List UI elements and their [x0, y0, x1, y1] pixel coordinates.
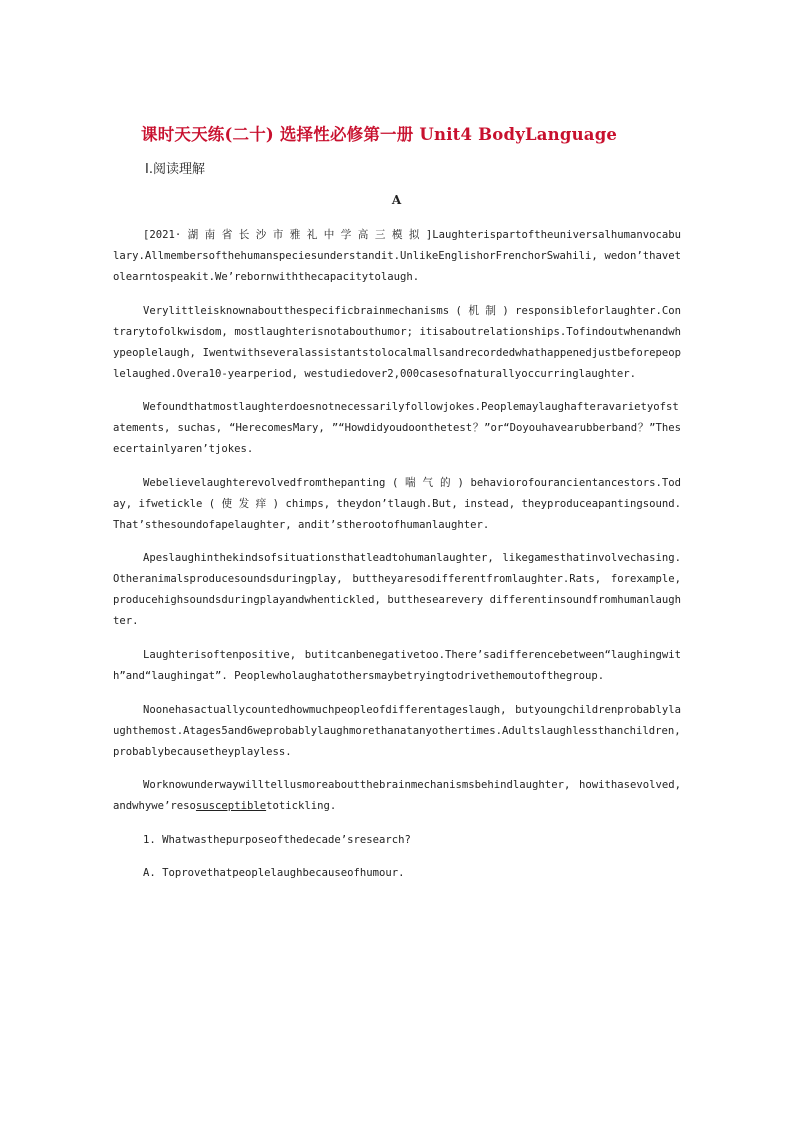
- paragraph-1-text: Laughterispartoftheuniversalhumanvocabulary.Allmembersofthehumanspeciesunderstandit.UnlikeEnglishorFrenchorSwahili, wedon’thavetolearntospeakit.We’rebornwiththecapacitytolaugh.: [113, 229, 681, 283]
- passage-body: [113, 225, 681, 897]
- paragraph-2: Verylittleisknownaboutthespecificbrainmechanisms ( 机 制 ) responsibleforlaughter.Contrarytofolkwisdom, mostlaughterisnotabouthumor; itisaboutrelationships.Tofindoutwhenandwhypeoplelaugh, Iwentwithseveralassistantstolocalmallsandrecordedwhathappenedjustbeforepeoplelaughed.Overa10-yearperiod, westudiedover2,000casesofnaturallyoccurringlaughter.: [113, 304, 681, 380]
- paragraph-8-text: Worknowunderwaywilltellusmoreaboutthebrainmechanismsbehindlaughter, howithasevolved, andwhywe’reso: [113, 779, 681, 813]
- section-heading: Ⅰ.阅读理解: [145, 162, 205, 177]
- question-1-option-a: A. Toprovethatpeoplelaughbecauseofhumour.: [143, 867, 405, 880]
- paragraph-7: Noonehasactuallycountedhowmuchpeopleofdifferentageslaugh, butyoungchildrenprobablylaughthemost.Atages5and6weprobablylaughmorethanatanyothertimes.Adultslaughlessthanchildren, probablybecausetheyplayless.: [113, 703, 681, 758]
- paragraph-1: [113, 225, 681, 288]
- underlined-word: susceptible: [195, 800, 267, 813]
- document-title: 课时天天练(二十) 选择性必修第一册 Unit4 BodyLanguage: [141, 125, 618, 144]
- paragraph-8-end: totickling.: [266, 800, 337, 813]
- question-1: 1. Whatwasthepurposeofthedecade’sresearch?: [143, 833, 411, 846]
- passage-label: A: [391, 193, 402, 207]
- source-note: [2021· 湖 南 省 长 沙 市 雅 礼 中 学 高 三 模 拟 ]: [143, 229, 433, 241]
- paragraph-8: [113, 775, 681, 817]
- paragraph-5: Apeslaughinthekindsofsituationsthatleadtohumanlaughter, likegamesthatinvolvechasing.Otheranimalsproducesoundsduringplay, buttheyaresodifferentfromlaughter.Rats, forexample, producehighsoundsduringplayandwhentickled, butthesearevery differentinsoundfromhumanlaughter.: [113, 552, 681, 628]
- paragraph-6: Laughterisoftenpositive, butitcanbenegativetoo.There’sadifferencebetween“laughingwith”and“laughingat”. Peoplewholaughatothersmaybetryingtodrivethemoutofthegroup.: [113, 648, 681, 682]
- paragraph-4: Webelievelaughterevolvedfromthepanting ( 喘 气 的 ) behaviorofourancientancestors.Today, ifwetickle ( 使 发 痒 ) chimps, theydon’tlaugh.But, instead, theyproduceapantingsound.That’sthesoundofapelaughter, andit’stherootofhumanlaughter.: [113, 476, 681, 531]
- paragraph-3: Wefoundthatmostlaughterdoesnotnecessarilyfollowjokes.Peoplemaylaughafteravarietyofstatements, suchas, “HerecomesMary, ”“Howdidyoudoonthetest？”or“Doyouhavearubberband？”Thesecertainlyaren’tjokes.: [113, 401, 681, 456]
